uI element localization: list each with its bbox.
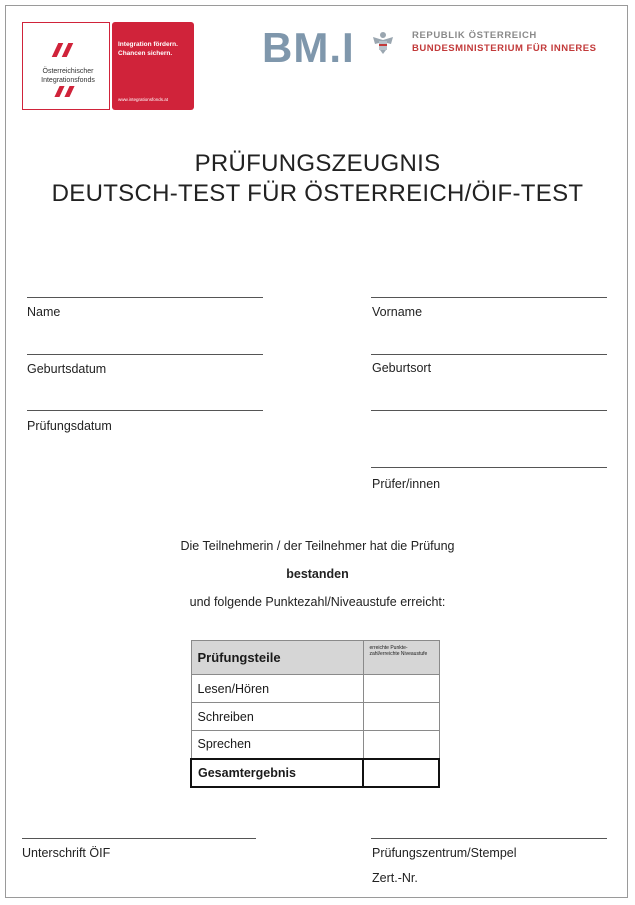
table-total-row (191, 759, 439, 787)
pruefer-line (371, 467, 607, 468)
table-row-label: Schreiben (191, 703, 363, 731)
table-row (191, 731, 439, 759)
pruefungsdatum-label: Prüfungsdatum (27, 419, 112, 433)
results-table (190, 640, 440, 788)
oif-tagline: Integration fördern. Chancen sichern. (118, 41, 178, 57)
geburtsort-label: Geburtsort (372, 361, 432, 375)
pruefer-label: Prüfer/innen (372, 477, 441, 491)
table-row (191, 703, 439, 731)
name-line (27, 297, 263, 298)
vorname-line (371, 297, 607, 298)
signature-label: Unterschrift ÖIF (22, 846, 111, 860)
table-row-label: Sprechen (191, 731, 363, 759)
table-header-parts: Prüfungsteile (191, 641, 363, 675)
geburtsort-line (371, 354, 607, 355)
name-label: Name (27, 305, 61, 319)
table-header-score: erreichte Punkte-zahl/erreichte Niveaustufe (363, 641, 439, 675)
signature-line (22, 838, 256, 839)
statement-passed: bestanden (286, 567, 349, 581)
oif-name: Österreichischer Integrationsfonds (41, 68, 95, 84)
table-header-row (191, 641, 439, 675)
statement-line1: Die Teilnehmerin / der Teilnehmer hat die Prüfung (180, 539, 455, 553)
extra-line (371, 410, 607, 411)
bmi-logo: BM.I (262, 24, 355, 71)
oif-url: www.integrationsfonds.at (118, 97, 169, 102)
document-title: PRÜFUNGSZEUGNIS (194, 150, 441, 177)
bmi-ministry: BUNDESMINISTERIUM FÜR INNERES (412, 43, 597, 54)
table-row-label: Lesen/Hören (191, 675, 363, 703)
table-total-label: Gesamtergebnis (191, 759, 363, 787)
geburtsdatum-label: Geburtsdatum (27, 362, 107, 376)
vorname-label: Vorname (372, 305, 423, 319)
statement-line3: und folgende Punktezahl/Niveaustufe erreicht: (189, 595, 446, 609)
table-total-value (363, 759, 439, 787)
austrian-eagle-icon (372, 30, 394, 54)
geburtsdatum-line (27, 354, 263, 355)
cert-number-label: Zert.-Nr. (372, 871, 418, 885)
pruefungsdatum-line (27, 410, 263, 411)
bmi-republic: REPUBLIK ÖSTERREICH (412, 30, 537, 41)
stamp-label: Prüfungszentrum/Stempel (372, 846, 517, 860)
table-row (191, 675, 439, 703)
oif-logo-marks-lower-icon (53, 85, 83, 99)
table-row-value (363, 675, 439, 703)
table-row-value (363, 703, 439, 731)
stamp-line (371, 838, 607, 839)
oif-logo-marks-icon (51, 41, 81, 59)
document-subtitle: DEUTSCH-TEST FÜR ÖSTERREICH/ÖIF-TEST (51, 180, 584, 207)
table-row-value (363, 731, 439, 759)
oif-tagline-box (112, 22, 194, 110)
oif-logo (22, 22, 110, 110)
